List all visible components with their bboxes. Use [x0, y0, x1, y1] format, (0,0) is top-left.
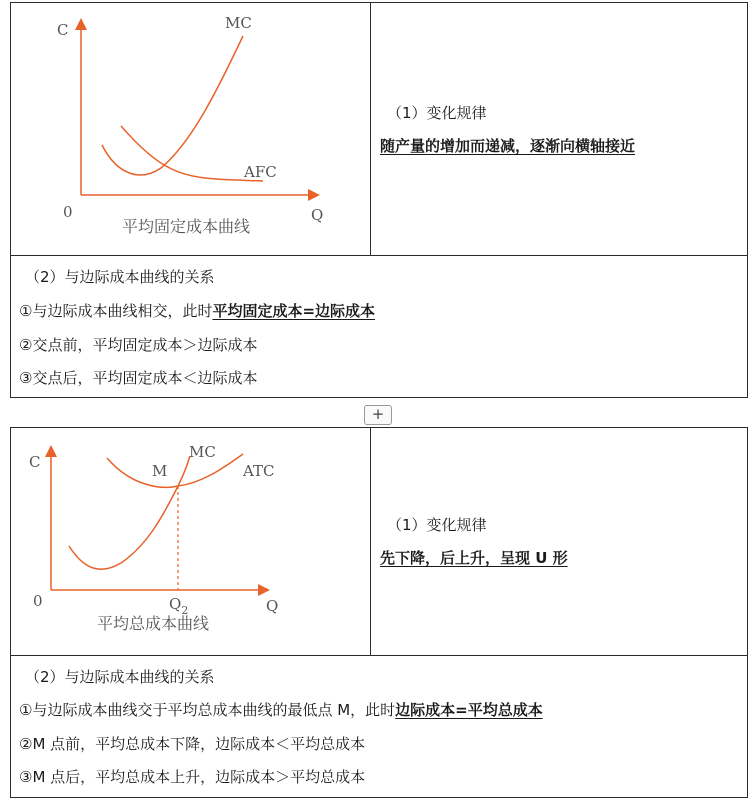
- q2-label-main: Q: [169, 595, 182, 613]
- afc-caption: 平均固定成本曲线: [122, 217, 251, 236]
- afc-rule-text: 随产量的增加而递减，逐渐向横轴接近: [380, 137, 636, 155]
- afc-rule-title: （1）变化规律: [387, 104, 487, 122]
- afc-x-axis-label: Q: [311, 206, 324, 224]
- afc-relation-item-1: [19, 300, 375, 321]
- afc-relation: [11, 256, 747, 399]
- atc-rule-text: 先下降，后上升，呈现 U 形: [380, 549, 568, 567]
- atc-graph-cell: [11, 428, 371, 655]
- afc-graph-cell: [11, 3, 371, 255]
- atc-mc-curve: [69, 456, 190, 569]
- atc-curve-label: ATC: [243, 462, 275, 480]
- atc-mc-label: MC: [189, 443, 216, 461]
- add-row-button[interactable]: +: [364, 405, 392, 425]
- afc-mc-label: MC: [225, 14, 252, 32]
- atc-rule-title: （1）变化规律: [387, 516, 487, 534]
- atc-graph: [11, 428, 370, 655]
- afc-relation-item-3: ③交点后，平均固定成本＜边际成本: [19, 369, 258, 387]
- atc-rule-cell: [371, 428, 747, 655]
- atc-relation-item-2: ②M 点前，平均总成本下降，边际成本＜平均总成本: [19, 735, 366, 753]
- afc-origin-label: 0: [63, 203, 73, 221]
- atc-top-row: [11, 428, 747, 656]
- mc-curve: [102, 36, 243, 175]
- afc-relation-item-1-text: ①与边际成本曲线相交，此时: [19, 302, 213, 320]
- atc-y-axis-label: C: [29, 453, 41, 471]
- atc-relation: [11, 656, 747, 799]
- min-point-m-label: M: [152, 462, 168, 480]
- atc-relation-heading: （2）与边际成本曲线的关系: [25, 668, 215, 686]
- atc-relation-item-1: [19, 699, 543, 720]
- afc-relation-item-2: ②交点前，平均固定成本＞边际成本: [19, 336, 258, 354]
- afc-top-row: [11, 3, 747, 256]
- atc-relation-item-1-text: ①与边际成本曲线交于平均总成本曲线的最低点 M，此时: [19, 701, 396, 719]
- atc-caption: 平均总成本曲线: [97, 614, 210, 633]
- afc-curve-label: AFC: [244, 163, 277, 181]
- afc-graph: [11, 3, 370, 255]
- afc-rule-cell: [371, 3, 747, 255]
- afc-y-axis-label: C: [57, 21, 69, 39]
- atc-x-axis-label: Q: [266, 597, 279, 615]
- afc-relation-item-1-emph: 平均固定成本=边际成本: [212, 302, 376, 320]
- atc-origin-label: 0: [33, 592, 43, 610]
- atc-curve: [107, 454, 243, 487]
- atc-relation-item-1-emph: 边际成本=平均总成本: [395, 701, 543, 719]
- atc-table: [10, 427, 748, 798]
- atc-relation-item-3: ③M 点后，平均总成本上升，边际成本＞平均总成本: [19, 768, 366, 786]
- afc-table: [10, 2, 748, 398]
- afc-curve: [121, 126, 263, 181]
- afc-relation-heading: （2）与边际成本曲线的关系: [25, 268, 215, 286]
- q2-label-sub: 2: [181, 604, 189, 617]
